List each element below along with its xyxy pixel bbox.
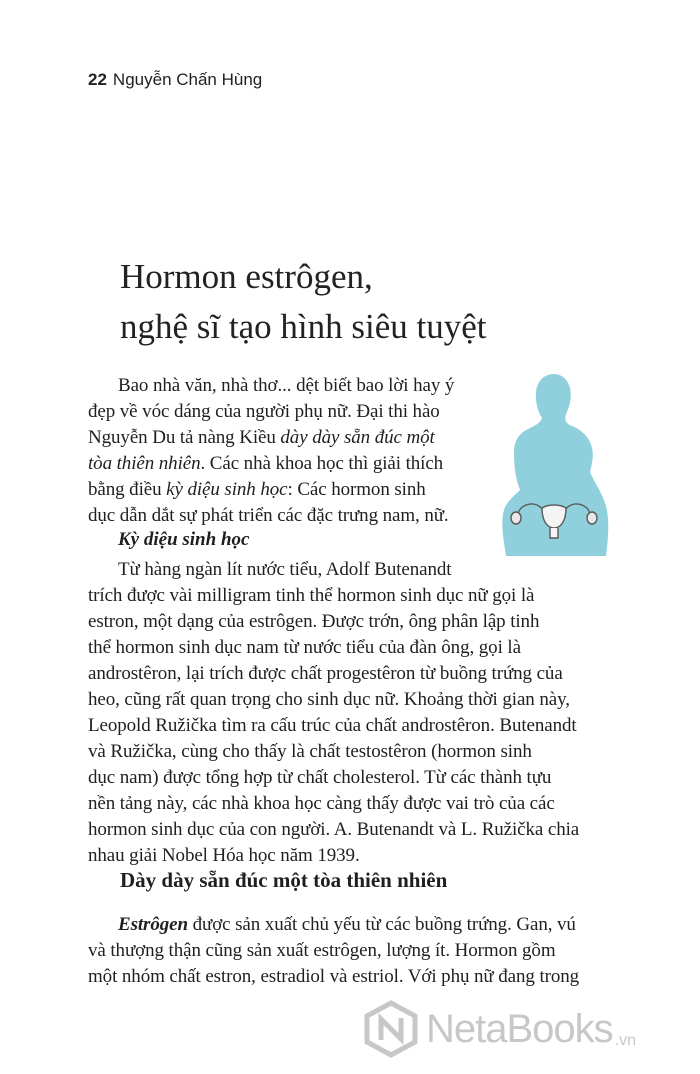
body-line: hormon sinh dục của con người. A. Butenandt và L. Ružička chia xyxy=(88,819,580,840)
body-line: Leopold Ružička tìm ra cấu trúc của chất androstêron. Butenandt xyxy=(88,715,577,736)
section-heading: Dày dày sẵn đúc một tòa thiên nhiên xyxy=(120,868,448,892)
page-number: 22 xyxy=(88,70,107,89)
watermark-text: NetaBooks xyxy=(426,1006,613,1051)
watermark-suffix: .vn xyxy=(614,1032,637,1049)
section-line-2: và thượng thận cũng sản xuất estrôgen, lượng ít. Hormon gồm xyxy=(88,940,556,961)
page-header xyxy=(88,70,262,90)
quote-italic-end: tòa thiên nhiên xyxy=(88,453,201,474)
term-italic: kỳ diệu sinh học xyxy=(166,479,288,500)
section-paragraph xyxy=(88,912,579,990)
intro-line-4: tòa thiên nhiên. Các nhà khoa học thì giải thích xyxy=(88,453,444,474)
body-line: nền tảng này, các nhà khoa học càng thấy được vai trò của các xyxy=(88,793,555,814)
intro-line-6: dục dẫn dắt sự phát triển các đặc trưng nam, nữ. xyxy=(88,505,449,526)
intro-line-1: Bao nhà văn, nhà thơ... dệt biết bao lời hay ý xyxy=(118,375,455,396)
body-line: nhau giải Nobel Hóa học năm 1939. xyxy=(88,845,360,866)
body-line: androstêron, lại trích được chất progestêron từ buồng trứng của xyxy=(88,663,563,684)
intro-line-3: Nguyễn Du tả nàng Kiều dày dày sẵn đúc một xyxy=(88,427,435,448)
body-line: và Ružička, cùng cho thấy là chất testostêron (hormon sinh xyxy=(88,741,532,762)
body-line: thể hormon sinh dục nam từ nước tiểu của đàn ông, gọi là xyxy=(88,637,521,658)
intro-paragraph xyxy=(88,373,454,529)
body-paragraph xyxy=(88,557,579,869)
author-name: Nguyễn Chấn Hùng xyxy=(112,70,263,89)
body-line: dục nam) được tổng hợp từ chất cholesterol. Từ các thành tựu xyxy=(88,767,552,788)
chapter-title-line-1: Hormon estrôgen, xyxy=(120,257,373,296)
intro-line-5: bằng điều kỳ diệu sinh học: Các hormon sinh xyxy=(88,479,426,500)
body-line: Từ hàng ngàn lít nước tiểu, Adolf Butenandt xyxy=(118,559,452,580)
body-line: heo, cũng rất quan trọng cho sinh dục nữ. Khoảng thời gian này, xyxy=(88,689,570,710)
section-line-3: một nhóm chất estron, estradiol và estriol. Với phụ nữ đang trong xyxy=(88,966,580,987)
subheading: Kỳ diệu sinh học xyxy=(118,529,250,550)
chapter-title xyxy=(120,252,486,352)
section-line-1: Estrôgen được sản xuất chủ yếu từ các buồng trứng. Gan, vú xyxy=(118,914,576,935)
intro-line-2: đẹp về vóc dáng của người phụ nữ. Đại thi hào xyxy=(88,401,440,422)
term-bold-italic: Estrôgen xyxy=(118,914,188,935)
female-silhouette-uterus-icon xyxy=(494,372,614,556)
body-line: estron, một dạng của estrôgen. Được trớn, ông phân lập tinh xyxy=(88,611,540,632)
chapter-title-line-2: nghệ sĩ tạo hình siêu tuyệt xyxy=(120,307,487,346)
watermark xyxy=(362,1000,636,1058)
netabooks-logo-icon xyxy=(362,1000,420,1058)
quote-italic: dày dày sẵn đúc một xyxy=(280,427,435,448)
body-line: trích được vài milligram tinh thể hormon sinh dục nữ gọi là xyxy=(88,585,535,606)
